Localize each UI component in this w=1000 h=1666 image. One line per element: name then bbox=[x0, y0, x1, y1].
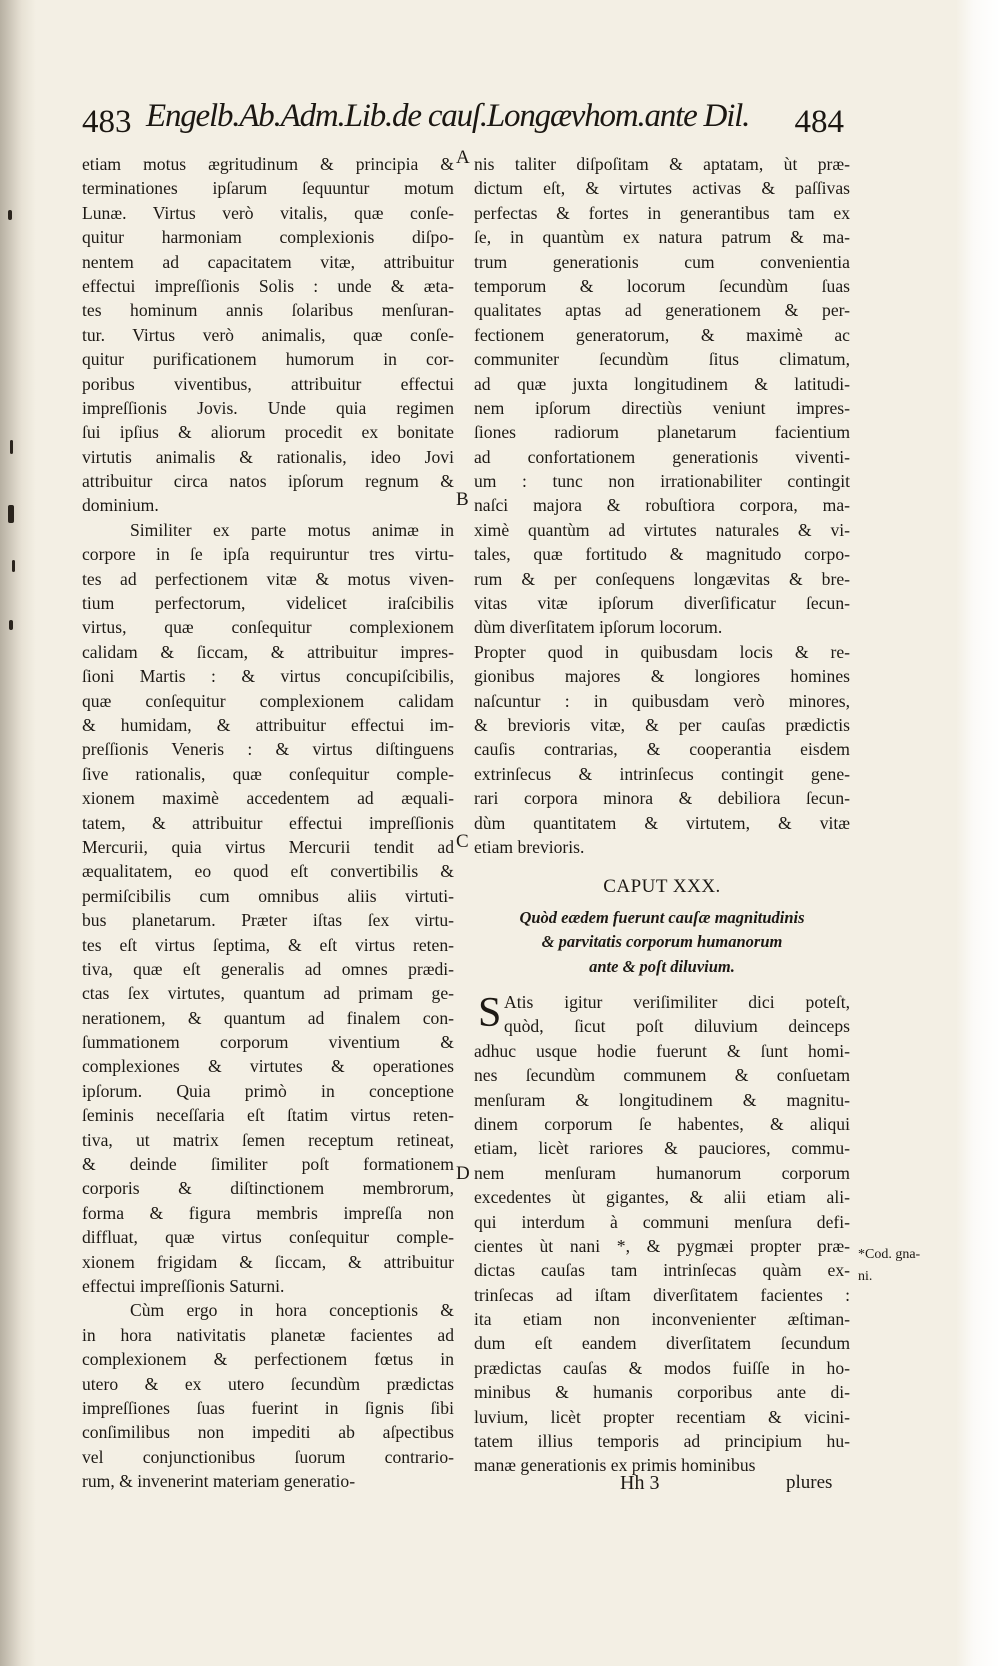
chapter-heading: CAPUT XXX. bbox=[603, 876, 721, 897]
text-line: ſive rationalis, quæ conſequitur comple- bbox=[82, 763, 454, 784]
text-line: tales, quæ fortitudo & magnitudo corpo- bbox=[474, 544, 850, 565]
text-line: nerationem, & quantum ad finalem con- bbox=[82, 1007, 454, 1028]
section-marker-a: A bbox=[456, 147, 470, 168]
text-line: Mercurii, quia virtus Mercurii tendit ad bbox=[82, 836, 454, 857]
text-line: ſui ipſius & aliorum procedit ex bonitate bbox=[82, 422, 454, 443]
text-line: rum & per conſequens longævitas & bre- bbox=[474, 568, 850, 589]
chapter-text-line: Atis igitur veriſimiliter dici poteſt, bbox=[504, 992, 850, 1012]
text-line: virtus, quæ conſequitur complexionem bbox=[82, 617, 454, 638]
text-line: nentem ad capacitatem vitæ, attribuitur bbox=[82, 251, 454, 272]
text-line: & brevioris vitæ, & per cauſas prædictis bbox=[474, 714, 850, 735]
chapter-text-line: adhuc usque hodie fuerunt & ſunt homi- bbox=[474, 1040, 850, 1061]
text-line: Cùm ergo in hora conceptionis & bbox=[130, 1300, 454, 1321]
text-line: ſeminis neceſſaria eſt ſtatim virtus reten- bbox=[82, 1105, 454, 1126]
text-line: ximè quantùm ad virtutes naturales & vi- bbox=[474, 519, 850, 540]
text-line: cauſis contrarias, & cooperantia eisdem bbox=[474, 739, 850, 760]
text-line: naſcuntur : in quibusdam verò minores, bbox=[474, 690, 850, 711]
chapter-text-line: minibus & humanis corporibus ante di- bbox=[474, 1382, 850, 1403]
text-line: rum, & invenerint materiam generatio- bbox=[82, 1471, 356, 1492]
chapter-text-line: tatem illius temporis ad principium hu- bbox=[474, 1431, 850, 1452]
text-line: rari corpora minora & debiliora ſecun- bbox=[474, 788, 850, 809]
text-line: xionem maximè accedentem ad æquali- bbox=[82, 788, 454, 809]
text-line: quitur harmoniam complexionis diſpo- bbox=[82, 227, 454, 248]
chapter-subtitle bbox=[474, 906, 850, 979]
text-line: bus planetarum. Præter iſtas ſex virtu- bbox=[82, 910, 454, 931]
text-line: dictum eſt, & virtutes activas & paſſivas bbox=[474, 178, 850, 199]
margin-note-line: ni. bbox=[858, 1269, 873, 1284]
text-line: quitur purificationem humorum in cor- bbox=[82, 349, 454, 370]
text-line: Similiter ex parte motus animæ in bbox=[130, 519, 454, 540]
chapter-text-line: menſuram & longitudinem & magnitu- bbox=[474, 1089, 850, 1110]
page-number-left: 483 bbox=[82, 104, 132, 140]
text-line: gionibus majores & longiores homines bbox=[474, 666, 850, 687]
chapter-text-line: dictas cauſas tam intrinſecas quàm ex- bbox=[474, 1260, 850, 1281]
text-line: naſci majora & robuſtiora corpora, ma- bbox=[474, 495, 850, 516]
chapter-text-line: trinſecas ad iſtam diverſitatem facientes : bbox=[474, 1284, 850, 1305]
text-line: corpore in ſe ipſa requiruntur tres virtu- bbox=[82, 544, 454, 565]
text-line: ad confortationem generationis viventi- bbox=[474, 446, 850, 467]
text-line: tur. Virtus verò animalis, quæ conſe- bbox=[82, 324, 454, 345]
scan-speck bbox=[9, 620, 13, 630]
text-line: qualitates aptas ad generationem & per- bbox=[474, 300, 850, 321]
text-line: attribuitur circa natos ipſorum regnum & bbox=[82, 471, 454, 492]
chapter-text-line: qui interdum à communi menſura defi- bbox=[474, 1211, 850, 1232]
text-line: effectui impreſſionis Saturni. bbox=[82, 1275, 285, 1296]
text-line: ſe, in quantùm ex natura patrum & ma- bbox=[474, 227, 850, 248]
text-line: nem ipſorum directiùs veniunt impres- bbox=[474, 397, 850, 418]
text-line: etiam brevioris. bbox=[474, 836, 585, 857]
text-line: tes eſt virtus ſeptima, & eſt virtus reten- bbox=[82, 934, 454, 955]
chapter-text-line: dinem corporum ſe habentes, & aliqui bbox=[474, 1113, 850, 1134]
text-line: trum generationis cum convenientia bbox=[474, 251, 850, 272]
text-line: ipſorum. Quia primò in conceptione bbox=[82, 1080, 454, 1101]
text-line: dùm quantitatem & virtutem, & vitæ bbox=[474, 812, 850, 833]
scan-speck bbox=[8, 210, 12, 220]
text-line: corporis & diſtinctionem membrorum, bbox=[82, 1178, 454, 1199]
chapter-text-line: dum eſt eandem diverſitatem ſecundum bbox=[474, 1333, 850, 1354]
text-line: & humidam, & attribuitur effectui im- bbox=[82, 714, 454, 735]
text-line: preſſionis Veneris : & virtus diſtinguens bbox=[82, 739, 454, 760]
text-line: tium perfectorum, videlicet iraſcibilis bbox=[82, 593, 454, 614]
text-line: poribus viventibus, attribuitur effectui bbox=[82, 373, 454, 394]
drop-cap: S bbox=[478, 990, 502, 1036]
text-line: utero & ex utero ſecundùm prædictas bbox=[82, 1373, 454, 1394]
chapter-text-line: nem menſuram humanorum corporum bbox=[474, 1162, 850, 1183]
text-line: forma & figura membris impreſſa non bbox=[82, 1202, 454, 1223]
text-line: Lunæ. Virtus verò vitalis, quæ conſe- bbox=[82, 202, 454, 223]
left-column bbox=[82, 152, 454, 1493]
text-line: ſiones radiorum planetarum facientium bbox=[474, 422, 850, 443]
text-line: fectionem generatorum, & maximè ac bbox=[474, 324, 850, 345]
chapter-text-line: luvium, licèt propter recentiam & vicini- bbox=[474, 1406, 850, 1427]
text-line: conſimilibus non impediti ab aſpectibus bbox=[82, 1422, 454, 1443]
text-line: terminationes ipſarum ſequuntur motum bbox=[82, 178, 454, 199]
chapter-subtitle-line: ante & poſt diluvium. bbox=[589, 956, 735, 976]
running-head bbox=[82, 98, 844, 148]
signature-mark: Hh 3 bbox=[620, 1472, 660, 1494]
text-line: complexionem & perfectionem fœtus in bbox=[82, 1349, 454, 1370]
chapter-text-line: quòd, ſicut poſt diluvium deinceps bbox=[504, 1016, 850, 1037]
page-number-right: 484 bbox=[794, 104, 844, 140]
text-line: in hora nativitatis planetæ facientes ad bbox=[82, 1324, 454, 1345]
text-line: dominium. bbox=[82, 495, 159, 516]
chapter-text-line: manæ generationis ex primis hominibus bbox=[474, 1455, 756, 1476]
text-line: tes ad perfectionem vitæ & motus viven- bbox=[82, 568, 454, 589]
text-line: extrinſecus & intrinſecus contingit gene- bbox=[474, 763, 850, 784]
section-marker-b: B bbox=[456, 489, 469, 510]
text-line: tiva, quæ eſt generalis ad omnes prædi- bbox=[82, 958, 454, 979]
chapter-body bbox=[474, 990, 850, 1478]
text-line: Propter quod in quibusdam locis & re- bbox=[474, 641, 850, 662]
right-column bbox=[474, 152, 850, 859]
text-line: ſioni Martis : & virtus concupiſcibilis, bbox=[82, 666, 454, 687]
text-line: etiam motus ægritudinum & principia & bbox=[82, 154, 454, 174]
chapter-subtitle-line: & parvitatis corporum humanorum bbox=[541, 932, 783, 952]
text-line: tiva, ut matrix ſemen receptum retineat, bbox=[82, 1129, 454, 1150]
text-line: æqualitatem, eo quod eſt convertibilis & bbox=[82, 861, 454, 882]
text-line: virtutis animalis & rationalis, ideo Jovi bbox=[82, 446, 454, 467]
text-line: ſummationem corporum viventium & bbox=[82, 1032, 454, 1053]
text-line: nis taliter diſpoſitam & aptatam, ùt præ- bbox=[474, 154, 850, 174]
chapter-text-line: ita etiam non inconvenienter æſtiman- bbox=[474, 1309, 850, 1330]
text-line: xionem frigidam & ſiccam, & attribuitur bbox=[82, 1251, 454, 1272]
scan-speck bbox=[12, 560, 15, 572]
margin-note-line: *Cod. gna- bbox=[858, 1247, 921, 1262]
text-line: communiter ſecundùm ſitus climatum, bbox=[474, 349, 850, 370]
text-line: tatem, & attribuitur effectui impreſſionis bbox=[82, 812, 454, 833]
section-marker-c: C bbox=[456, 831, 469, 852]
text-line: impreſſiones ſuas fuerint in ſignis ſibi bbox=[82, 1397, 454, 1418]
text-line: ad quæ juxta longitudinem & latitudi- bbox=[474, 373, 850, 394]
catchword: plures bbox=[786, 1472, 833, 1493]
chapter-text-line: prædictas cauſas & modos fuiſſe in ho- bbox=[474, 1357, 850, 1378]
text-line: um : tunc non irrationabiliter contingit bbox=[474, 471, 850, 492]
text-line: & deinde ſimiliter poſt formationem bbox=[82, 1154, 454, 1175]
chapter-subtitle-line: Quòd eædem fuerunt cauſæ magnitudinis bbox=[519, 908, 805, 927]
text-line: vitas vitæ ipſorum diverſificatur ſecun- bbox=[474, 593, 850, 614]
text-line: ctas ſex virtutes, quantum ad primam ge- bbox=[82, 983, 454, 1004]
text-line: vel conjunctionibus ſuorum contrario- bbox=[82, 1446, 454, 1467]
text-line: perfectas & fortes in generantibus tam ex bbox=[474, 202, 850, 223]
text-line: complexiones & virtutes & operationes bbox=[82, 1056, 454, 1077]
text-line: dùm diverſitatem ipſorum locorum. bbox=[474, 617, 723, 638]
chapter-text-line: cientes ùt nani *, & pygmæi propter præ- bbox=[474, 1235, 850, 1256]
margin-note bbox=[858, 1244, 924, 1288]
chapter-text-line: etiam, licèt rariores & pauciores, commu- bbox=[474, 1138, 850, 1159]
text-line: tes hominum annis ſolaribus menſuran- bbox=[82, 300, 454, 321]
text-line: diffluat, quæ virtus conſequitur comple- bbox=[82, 1227, 454, 1248]
text-line: permiſcibilis cum omnibus aliis virtuti- bbox=[82, 885, 454, 906]
running-title: Engelb.Ab.Adm.Lib.de cauſ.Longævhom.ante Dil. bbox=[146, 98, 750, 134]
section-marker-d: D bbox=[456, 1163, 470, 1184]
text-line: calidam & ſiccam, & attribuitur impres- bbox=[82, 641, 454, 662]
chapter-text-line: excedentes ùt gigantes, & alii etiam ali- bbox=[474, 1187, 850, 1208]
scan-speck bbox=[8, 505, 14, 523]
text-line: temporum & locorum ſecundùm ſuas bbox=[474, 275, 850, 296]
text-line: effectui impreſſionis Solis : unde & æta- bbox=[82, 275, 454, 296]
text-line: impreſſionis Jovis. Unde quia regimen bbox=[82, 397, 454, 418]
chapter-text-line: nes ſecundùm communem & conſuetam bbox=[474, 1065, 850, 1086]
scan-speck bbox=[10, 440, 13, 454]
text-line: quæ conſequitur complexionem calidam bbox=[82, 690, 454, 711]
